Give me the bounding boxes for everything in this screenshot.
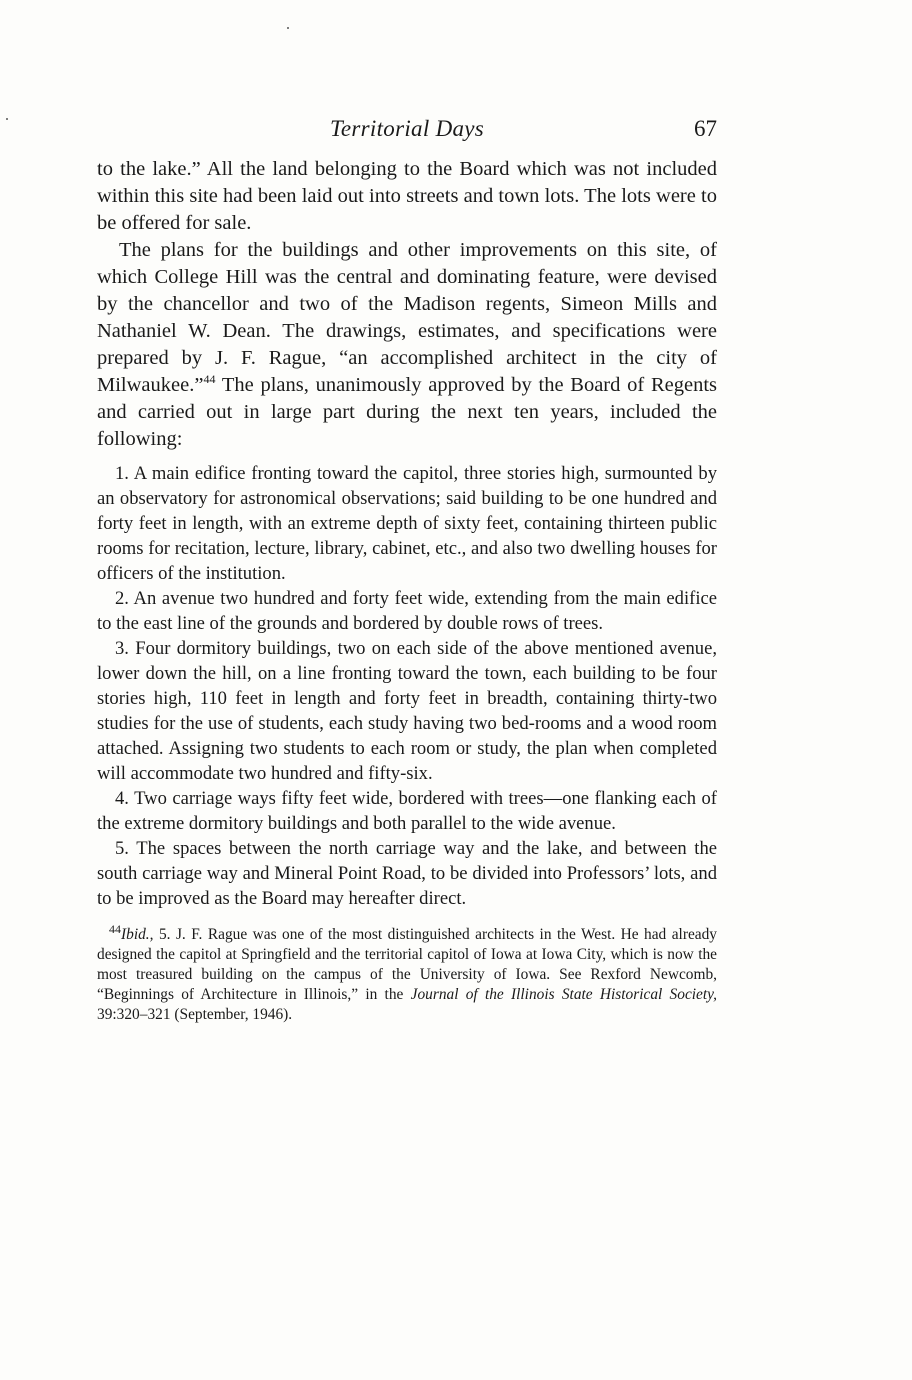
list-item: 1. A main edifice fronting toward the capitol, three stories high, surmounted by an observatory for astronomical observations; said building to be one hundred and forty feet in length, with an extreme depth of sixty feet, containing thirteen public rooms for recitation, lecture, library, cabinet, etc., and also two dwelling houses for officers of the institution.	[97, 463, 717, 584]
list-item: 3. Four dormitory buildings, two on each side of the above mentioned avenue, lower down the hill, on a line fronting toward the town, each building to be four stories high, 110 feet in length and forty feet in breadth, containing thirty-two studies for the use of students, each study having two bed-rooms and a wood room attached. Assigning two students to each room or study, the plan when completed will accommodate two hundred and fifty-six.	[97, 638, 717, 784]
list-item: 5. The spaces between the north carriage way and the lake, and between the south carriage way and Mineral Point Road, to be divided into Professors’ lots, and to be improved as the Board may hereafter direct.	[97, 838, 717, 909]
footnote-reference: 44	[203, 372, 216, 387]
footnote-ibid: Ibid.,	[121, 926, 154, 943]
paper-speck	[6, 118, 8, 120]
paragraph-text: The plans for the buildings and other improvements on this site, of which College Hill was the central and dominating feature, were devised by the chancellor and two of the Madison regents, Simeon Mills and Nathaniel W. Dean. The drawings, estimates, and specifications were prepared by J. F. Rague, “an accomplished architect in the city of Milwaukee.”	[97, 239, 717, 396]
footnote-journal-title: Journal of the Illinois State Historical Society,	[410, 986, 717, 1003]
footnote	[97, 921, 717, 1025]
paper-speck	[287, 27, 289, 29]
page-number: 67	[694, 116, 717, 141]
running-head: Territorial Days	[329, 116, 485, 141]
footnote-text: 39:320–321 (September, 1946).	[97, 1006, 293, 1023]
list-item: 2. An avenue two hundred and forty feet wide, extending from the main edifice to the east line of the grounds and bordered by double rows of trees.	[97, 588, 717, 634]
body-paragraph	[97, 156, 717, 237]
book-page	[97, 116, 717, 1040]
page-header	[97, 116, 717, 150]
footnote-marker: 44	[109, 921, 121, 936]
list-item: 4. Two carriage ways fifty feet wide, bordered with trees—one flanking each of the extreme dormitory buildings and both parallel to the wide avenue.	[97, 788, 717, 834]
footnote-text: 5. J. F. Rague was one of the most distinguished architects in the West. He had already designed the capitol at Springfield and the territorial capitol of Iowa at Iowa City, which is now the most treasured building on the campus of the University of Iowa. See Rexford Newcomb, “Beginnings of Architecture in Illinois,” in the	[97, 926, 717, 1003]
paragraph-text: to the lake.” All the land belonging to the Board which was not included within this site had been laid out into streets and town lots. The lots were to be offered for sale.	[97, 158, 717, 234]
paragraph-text: The plans, unanimously approved by the Board of Regents and carried out in large part during the next ten years, included the following:	[97, 374, 717, 450]
body-paragraph	[97, 237, 717, 453]
numbered-list	[97, 461, 717, 911]
